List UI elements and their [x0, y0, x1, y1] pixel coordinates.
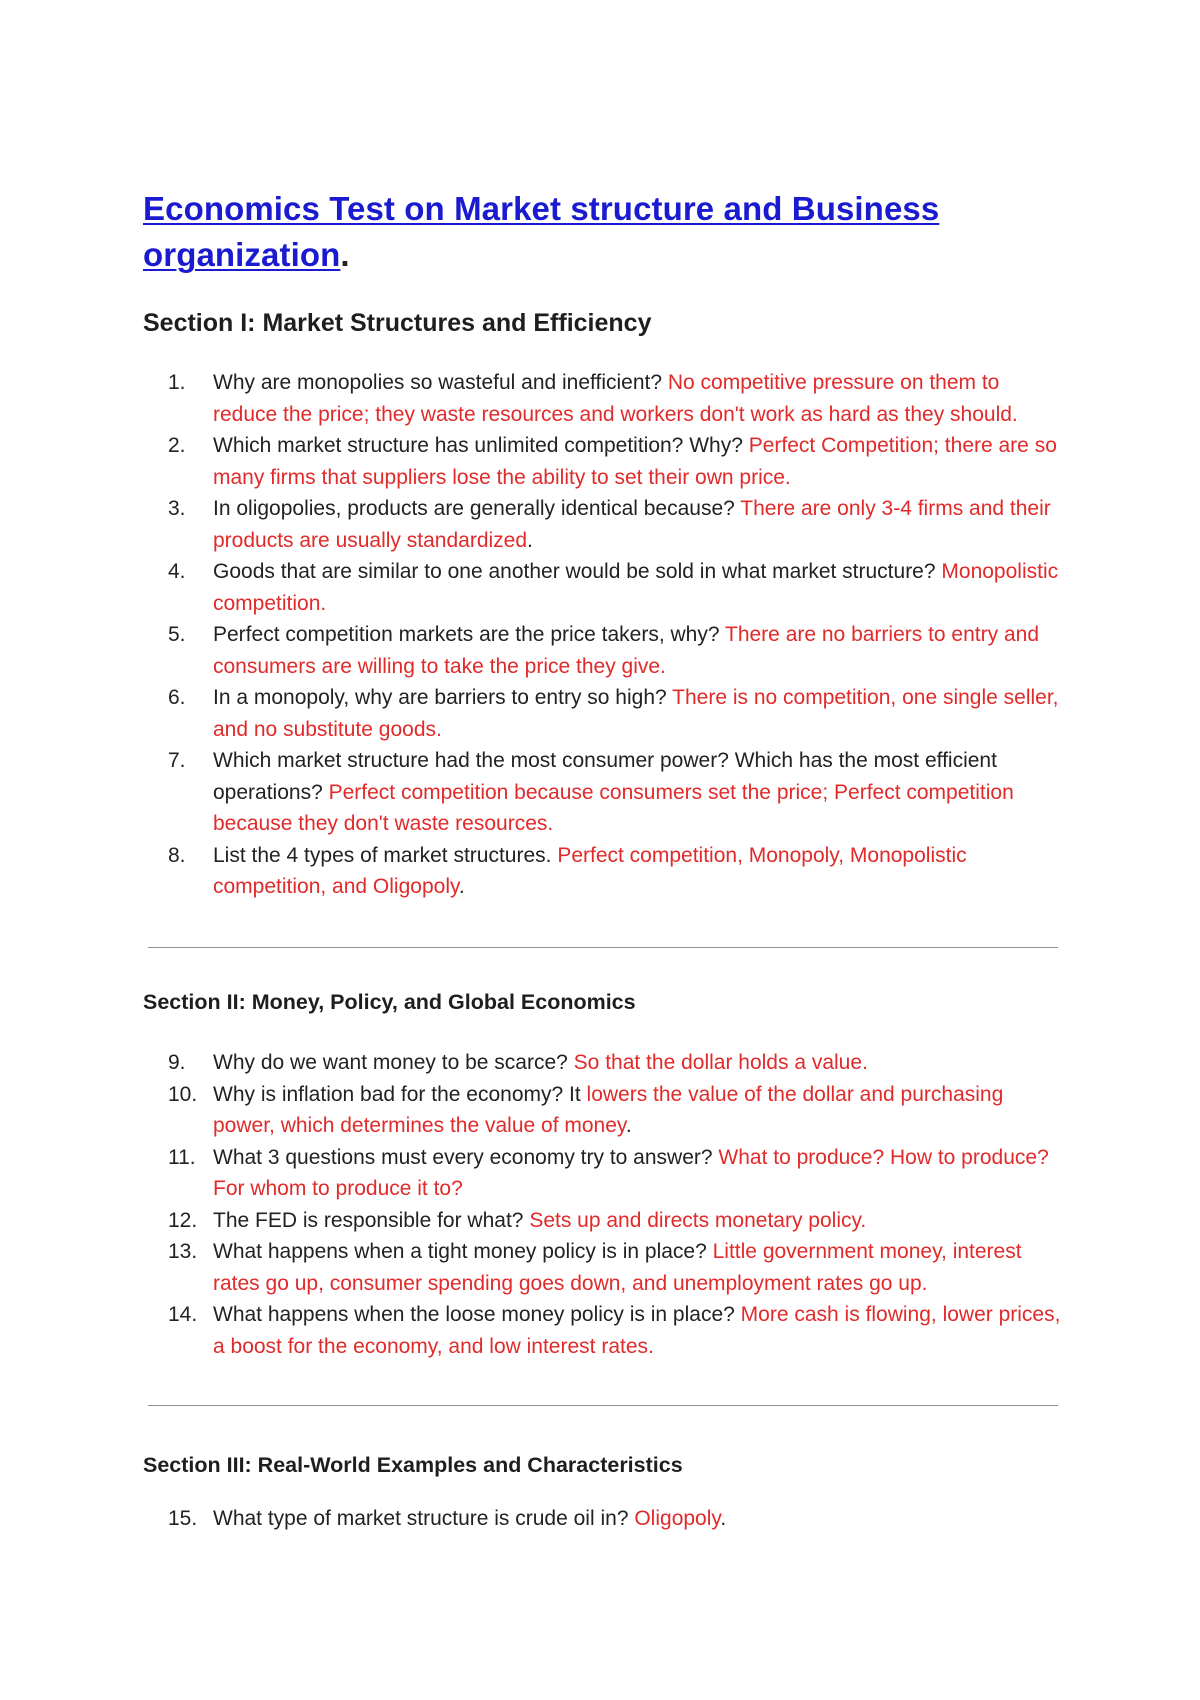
question-item — [0, 1079, 1063, 1142]
question-text: The FED is responsible for what? — [213, 1208, 530, 1232]
section-divider-2 — [148, 1405, 1058, 1406]
question-text: List the 4 types of market structures. — [213, 843, 558, 867]
answer-text: Perfect Competition; there are so many firms that suppliers lose the ability to set their own price. — [213, 434, 1057, 489]
question-item — [0, 556, 1063, 619]
question-text: Why are monopolies so wasteful and inefficient? — [213, 371, 668, 394]
question-item — [0, 430, 1063, 493]
question-text: Which market structure has unlimited competition? Why? — [213, 434, 749, 457]
answer-text: There are only 3-4 firms and their products are usually standardized — [213, 497, 1051, 552]
answer-text: Little government money, interest rates go up, consumer spending goes down, and unemployment rates go up. — [213, 1240, 1022, 1295]
question-text: What 3 questions must every economy try to answer? — [213, 1145, 719, 1169]
question-text: What happens when the loose money policy is in place? — [213, 1303, 741, 1326]
answer-trailing-punctuation: . — [720, 1507, 727, 1530]
answer-text: There is no competition, one single seller, and no substitute goods. — [213, 686, 1059, 741]
question-number: 6. — [168, 686, 186, 709]
answer-text: So that the dollar holds a value. — [573, 1051, 868, 1074]
answer-text: More cash is flowing, lower prices, a boost for the economy, and low interest rates. — [213, 1303, 1061, 1358]
question-number: 4. — [168, 560, 186, 583]
question-text: In oligopolies, products are generally identical because? — [213, 497, 741, 520]
question-number: 13. — [168, 1240, 198, 1263]
answer-text: Oligopoly — [634, 1507, 721, 1530]
answer-text: Sets up and directs monetary policy. — [529, 1208, 867, 1232]
question-item — [0, 1205, 1063, 1237]
question-item — [0, 619, 1063, 682]
question-item — [0, 840, 1063, 903]
answer-text: Perfect competition because consumers set the price; Perfect competition because they don't waste resources. — [213, 780, 1014, 835]
answer-text: Monopolistic competition. — [213, 560, 1059, 615]
question-number: 15. — [168, 1507, 198, 1530]
question-number: 14. — [168, 1303, 198, 1326]
question-item — [0, 745, 1063, 840]
section-3-question-list — [0, 1503, 1200, 1535]
question-text: In a monopoly, why are barriers to entry so high? — [213, 686, 673, 709]
question-number: 9. — [168, 1051, 186, 1074]
question-item — [0, 367, 1063, 430]
question-number: 3. — [168, 497, 186, 520]
section-divider-1 — [148, 947, 1058, 948]
question-text: Why do we want money to be scarce? — [213, 1051, 574, 1074]
question-item — [0, 1299, 1063, 1362]
question-number: 11. — [168, 1145, 196, 1169]
question-number: 1. — [168, 371, 186, 394]
question-number: 7. — [168, 749, 186, 772]
answer-trailing-punctuation: . — [527, 528, 533, 552]
question-number: 12. — [168, 1208, 198, 1232]
answer-text: There are no barriers to entry and consumers are willing to take the price they give. — [213, 623, 1039, 678]
title-period: . — [340, 236, 350, 273]
section-3-heading: Section III: Real-World Examples and Characteristics — [143, 1453, 683, 1477]
question-text: Which market structure had the most consumer power? Which has the most efficient operations? — [213, 749, 997, 804]
question-item — [0, 1142, 1063, 1205]
document-title — [143, 186, 943, 278]
question-text: Perfect competition markets are the price takers, why? — [213, 623, 725, 646]
question-text: What happens when a tight money policy is in place? — [213, 1240, 713, 1263]
question-item — [0, 1047, 1063, 1079]
answer-text: What to produce? How to produce? For whom to produce it to? — [213, 1145, 1049, 1200]
question-number: 10. — [168, 1082, 198, 1106]
question-number: 8. — [168, 843, 186, 867]
question-number: 2. — [168, 434, 186, 457]
title-link[interactable]: Economics Test on Market structure and Business organization — [143, 190, 940, 273]
question-text: Why is inflation bad for the economy? It — [213, 1082, 587, 1106]
section-2-question-list — [0, 1047, 1200, 1362]
section-2-heading: Section II: Money, Policy, and Global Economics — [143, 990, 636, 1014]
question-number: 5. — [168, 623, 186, 646]
answer-trailing-punctuation: . — [625, 1114, 632, 1137]
answer-trailing-punctuation: . — [458, 875, 465, 898]
question-item — [0, 1503, 1063, 1535]
question-text: Goods that are similar to one another would be sold in what market structure? — [213, 560, 942, 583]
answer-text: No competitive pressure on them to reduce the price; they waste resources and workers don't work as hard as they should. — [213, 371, 1018, 426]
question-item — [0, 1236, 1063, 1299]
answer-text: Perfect competition, Monopoly, Monopolistic competition, and Oligopoly — [213, 843, 967, 898]
question-text: What type of market structure is crude oil in? — [213, 1507, 635, 1530]
answer-text: lowers the value of the dollar and purchasing power, which determines the value of money — [213, 1082, 1004, 1137]
section-1-question-list — [0, 367, 1200, 903]
question-item — [0, 493, 1063, 556]
question-item — [0, 682, 1063, 745]
section-1-heading: Section I: Market Structures and Efficiency — [143, 309, 652, 337]
